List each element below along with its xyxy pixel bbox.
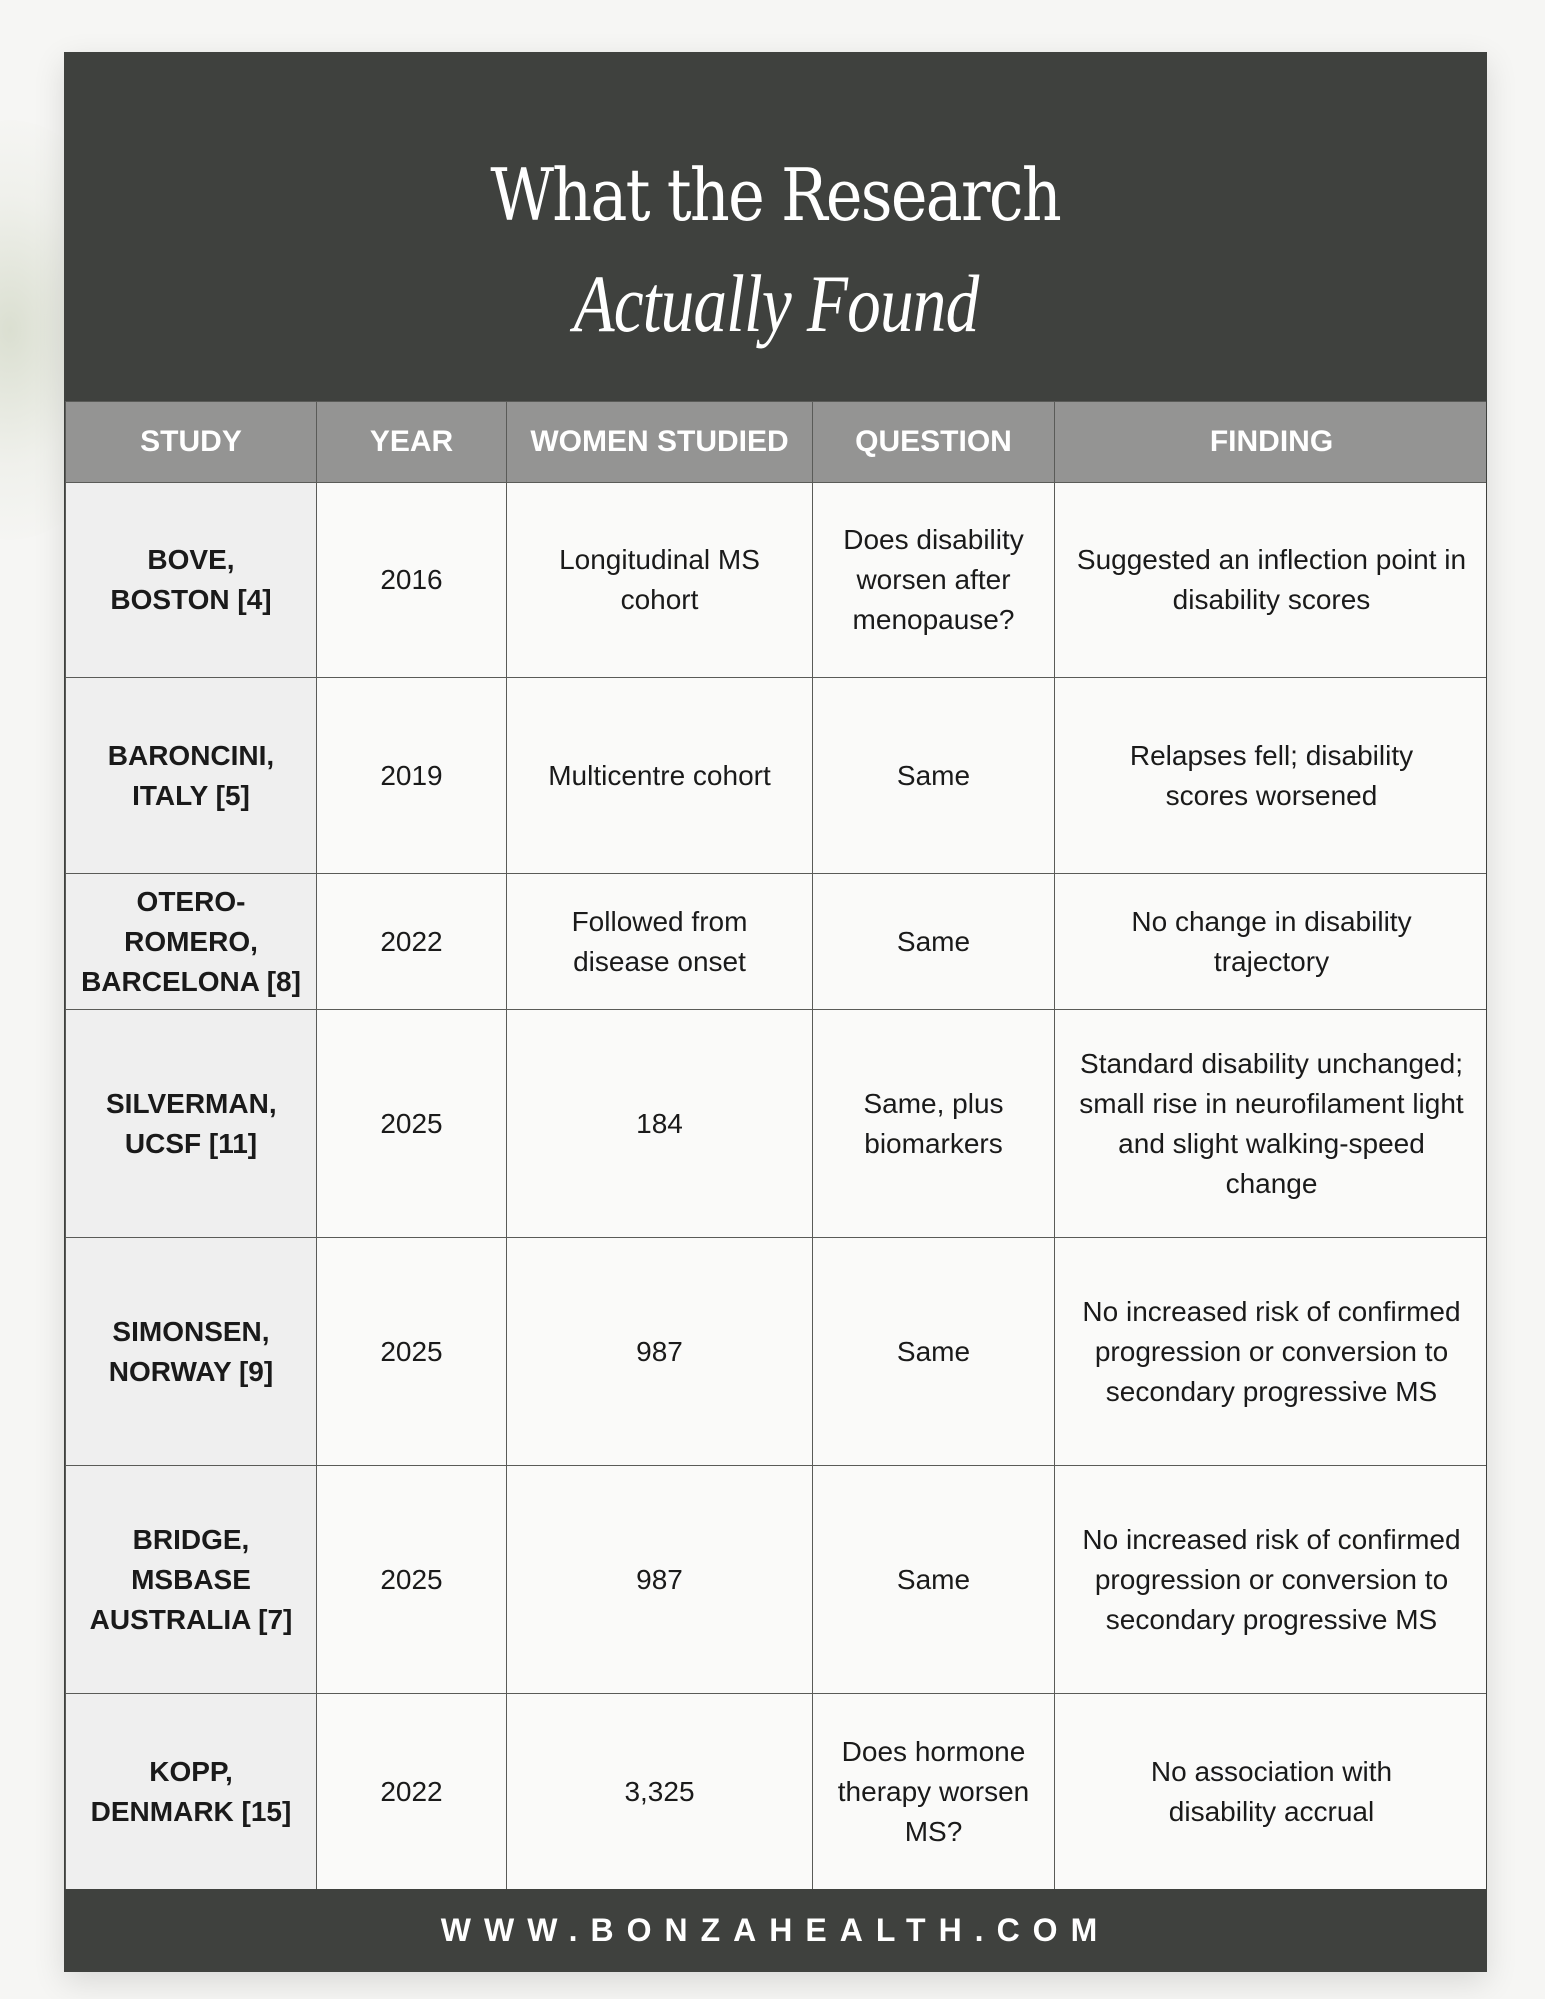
year-cell: 2022 xyxy=(317,874,507,1010)
finding-cell: No change in disability trajectory xyxy=(1055,874,1488,1010)
table-header-row xyxy=(66,402,1488,483)
study-cell: OTERO-ROMERO, BARCELONA [8] xyxy=(66,874,317,1010)
question-cell: Does hormone therapy worsen MS? xyxy=(813,1694,1055,1890)
card-header xyxy=(65,53,1486,401)
study-cell: SILVERMAN, UCSF [11] xyxy=(66,1010,317,1238)
column-header-finding: FINDING xyxy=(1055,402,1488,483)
column-header-year: YEAR xyxy=(317,402,507,483)
question-cell: Does disability worsen after menopause? xyxy=(813,483,1055,678)
study-cell: BRIDGE, MSBASE AUSTRALIA [7] xyxy=(66,1466,317,1694)
table-row xyxy=(66,483,1488,678)
column-header-study: STUDY xyxy=(66,402,317,483)
study-cell: BARONCINI, ITALY [5] xyxy=(66,678,317,874)
table-row xyxy=(66,678,1488,874)
finding-cell: No increased risk of confirmed progression or conversion to secondary progressive MS xyxy=(1055,1466,1488,1694)
women-studied-cell: 3,325 xyxy=(507,1694,813,1890)
question-cell: Same xyxy=(813,1466,1055,1694)
year-cell: 2016 xyxy=(317,483,507,678)
question-cell: Same xyxy=(813,874,1055,1010)
year-cell: 2019 xyxy=(317,678,507,874)
table-row xyxy=(66,1694,1488,1890)
women-studied-cell: 987 xyxy=(507,1466,813,1694)
finding-cell: Relapses fell; disability scores worsened xyxy=(1055,678,1488,874)
year-cell: 2022 xyxy=(317,1694,507,1890)
finding-cell: No increased risk of confirmed progression or conversion to secondary progressive MS xyxy=(1055,1238,1488,1466)
year-cell: 2025 xyxy=(317,1466,507,1694)
finding-cell: No association with disability accrual xyxy=(1055,1694,1488,1890)
title-line-2: Actually Found xyxy=(573,258,978,349)
year-cell: 2025 xyxy=(317,1010,507,1238)
question-cell: Same xyxy=(813,678,1055,874)
finding-cell: Standard disability unchanged; small rise in neurofilament light and slight walking-speed change xyxy=(1055,1010,1488,1238)
women-studied-cell: Followed from disease onset xyxy=(507,874,813,1010)
study-cell: SIMONSEN, NORWAY [9] xyxy=(66,1238,317,1466)
column-header-women-studied: WOMEN STUDIED xyxy=(507,402,813,483)
finding-cell: Suggested an inflection point in disability scores xyxy=(1055,483,1488,678)
table-row xyxy=(66,874,1488,1010)
table-row xyxy=(66,1238,1488,1466)
table-row xyxy=(66,1466,1488,1694)
women-studied-cell: Longitudinal MS cohort xyxy=(507,483,813,678)
table-row xyxy=(66,1010,1488,1238)
research-card xyxy=(64,52,1487,1972)
research-table xyxy=(65,401,1487,1890)
title-line-1: What the Research xyxy=(490,153,1061,237)
study-cell: KOPP, DENMARK [15] xyxy=(66,1694,317,1890)
question-cell: Same xyxy=(813,1238,1055,1466)
women-studied-cell: Multicentre cohort xyxy=(507,678,813,874)
women-studied-cell: 184 xyxy=(507,1010,813,1238)
year-cell: 2025 xyxy=(317,1238,507,1466)
column-header-question: QUESTION xyxy=(813,402,1055,483)
footer-url[interactable]: WWW.BONZAHEALTH.COM xyxy=(65,1889,1486,1971)
women-studied-cell: 987 xyxy=(507,1238,813,1466)
study-cell: BOVE, BOSTON [4] xyxy=(66,483,317,678)
question-cell: Same, plus biomarkers xyxy=(813,1010,1055,1238)
